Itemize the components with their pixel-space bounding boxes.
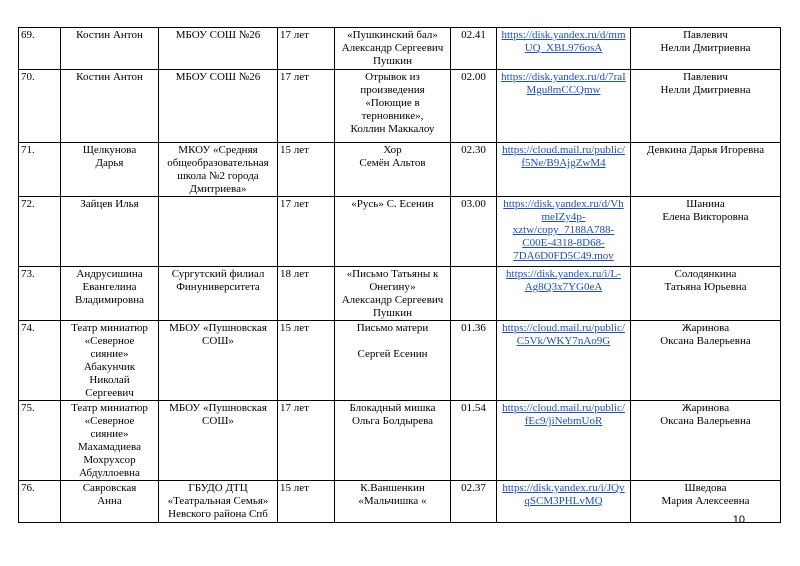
school-name-line: МБОУ СОШ №26 (175, 71, 261, 83)
participant-age: 17 лет (278, 401, 335, 481)
teacher-name (631, 401, 781, 481)
school-name-line: школа №2 города (177, 170, 259, 182)
video-link[interactable] (499, 482, 628, 508)
video-link-cell-line[interactable]: xztw/copy_7188A788- (512, 224, 615, 236)
video-link-cell-line[interactable]: Mgu8mCCQmw (526, 84, 601, 96)
table-row (19, 197, 781, 267)
participant-name-line: Анна (97, 495, 122, 507)
school-name-line: Сургутский филиал (171, 268, 265, 280)
video-link-cell[interactable] (497, 197, 631, 267)
work-title-line: Пушкин (372, 55, 413, 67)
participant-name-line: сияние» (90, 428, 129, 440)
teacher-name-line: Девкина Дарья Игоревна (646, 144, 765, 156)
video-link-cell-line[interactable]: UQ_XBL976osA (524, 42, 603, 54)
work-title-line: Александр Сергеевич (341, 42, 444, 54)
video-link-cell-line[interactable]: https://disk.yandex.ru/i/JQv (502, 482, 625, 494)
work-title (335, 267, 451, 321)
school-name-line: МБОУ СОШ №26 (175, 29, 261, 41)
video-link-cell-line[interactable]: 7DA6D0FD5C49.mov (513, 250, 614, 262)
video-link[interactable] (499, 71, 628, 97)
row-number: 69. (19, 28, 61, 70)
video-link-cell-line[interactable]: https://disk.yandex.ru/d/7raI (501, 71, 626, 83)
table-row (19, 401, 781, 481)
school-name-line: МБОУ «Пушновская (169, 322, 267, 334)
teacher-name (631, 143, 781, 197)
participant-name-line: Щелкунова (82, 144, 137, 156)
teacher-name (631, 28, 781, 70)
work-title-line: Семён Альтов (359, 157, 426, 169)
participant-name-line: Андрусишина (76, 268, 143, 280)
video-link-cell-line[interactable]: https://disk.yandex.ru/i/L- (506, 268, 621, 280)
participant-name-line: Театр миниатюр (71, 402, 148, 414)
participant-name (61, 143, 159, 197)
work-title (335, 321, 451, 401)
video-link-cell-line[interactable]: C5Vk/WKY7nAo9G (516, 335, 611, 347)
video-link[interactable] (499, 268, 628, 294)
duration: 02.30 (451, 143, 497, 197)
participant-name-line: «Северное (84, 335, 135, 347)
participant-age: 18 лет (278, 267, 335, 321)
work-title-line: Александр Сергеевич (341, 294, 444, 306)
video-link-cell-line[interactable]: C00E-4318-8D68- (522, 237, 605, 249)
participant-name (61, 481, 159, 523)
work-title-line: Коллин Маккалоу (350, 123, 435, 135)
row-number: 71. (19, 143, 61, 197)
table-row (19, 28, 781, 70)
school-name-line: МКОУ «Средняя (178, 144, 258, 156)
video-link-cell-line[interactable]: https://cloud.mail.ru/public/ (502, 144, 625, 156)
teacher-name-line: Шведова (684, 482, 727, 494)
table-row (19, 481, 781, 523)
duration: 02.37 (451, 481, 497, 523)
work-title (335, 401, 451, 481)
video-link-cell[interactable] (497, 70, 631, 143)
work-title (335, 70, 451, 143)
video-link-cell-line[interactable]: https://cloud.mail.ru/public/ (502, 322, 625, 334)
work-title-line (337, 335, 448, 348)
work-title-line: «Русь» С. Есенин (351, 198, 434, 210)
work-title-line: Сергей Есенин (357, 348, 428, 360)
teacher-name-line: Павлевич (683, 71, 728, 83)
teacher-name-line: Жаринова (681, 402, 730, 414)
video-link-cell[interactable] (497, 401, 631, 481)
school-name (159, 143, 278, 197)
teacher-name-line: Оксана Валерьевна (660, 415, 751, 427)
participant-name-line: Костин Антон (76, 29, 143, 41)
work-title-line: Ольга Болдырева (351, 415, 434, 427)
teacher-name (631, 197, 781, 267)
video-link-cell-line[interactable]: f5Ne/B9AjgZwM4 (521, 157, 606, 169)
duration: 01.54 (451, 401, 497, 481)
work-title-line: «Поющие в (365, 97, 420, 109)
row-number: 70. (19, 70, 61, 143)
participant-age: 15 лет (278, 321, 335, 401)
teacher-name-line: Жаринова (681, 322, 730, 334)
participant-name-line: Абакунчик (83, 361, 136, 373)
row-number: 73. (19, 267, 61, 321)
participant-name-line: Махамадиева (78, 441, 141, 453)
table-row (19, 267, 781, 321)
teacher-name (631, 321, 781, 401)
duration: 02.41 (451, 28, 497, 70)
video-link[interactable] (499, 29, 628, 55)
row-number: 74. (19, 321, 61, 401)
video-link-cell[interactable] (497, 481, 631, 523)
work-title (335, 28, 451, 70)
teacher-name-line: Татьяна Юрьевна (664, 281, 747, 293)
work-title-line: Блокадный мишка (349, 402, 436, 414)
work-title-line: Отрывок из (365, 71, 420, 83)
participant-name-line: Абдуллоевна (79, 467, 140, 479)
video-link[interactable] (499, 198, 628, 263)
table-row (19, 143, 781, 197)
video-link[interactable] (499, 322, 628, 348)
participant-name-line: Зайцев Илья (80, 198, 139, 210)
participant-name (61, 197, 159, 267)
video-link-cell-line[interactable]: qSCM3PHLvMQ (524, 495, 603, 507)
school-name-line: общеобразовательная (167, 157, 269, 169)
participant-name-line: Николай (89, 374, 130, 386)
work-title (335, 143, 451, 197)
row-number: 75. (19, 401, 61, 481)
participant-name (61, 70, 159, 143)
teacher-name-line: Нелли Дмитриевна (660, 84, 751, 96)
table-row (19, 70, 781, 143)
teacher-name (631, 481, 781, 523)
duration: 02.00 (451, 70, 497, 143)
teacher-name-line: Солодянкина (674, 268, 737, 280)
participant-name-line: сияние» (90, 348, 129, 360)
table-body (19, 28, 781, 523)
school-name (159, 267, 278, 321)
participant-age: 15 лет (278, 481, 335, 523)
school-name-line: СОШ» (202, 335, 234, 347)
video-link-cell-line[interactable]: Ag8Q3x7YG0eA (524, 281, 603, 293)
teacher-name-line: Мария Алексеевна (661, 495, 750, 507)
teacher-name-line: Нелли Дмитриевна (660, 42, 751, 54)
work-title-line: Пушкин (372, 307, 413, 319)
school-name-line: Невского района Спб (168, 508, 268, 520)
teacher-name (631, 267, 781, 321)
school-name (159, 401, 278, 481)
participant-name-line: Костин Антон (76, 71, 143, 83)
school-name-line: СОШ» (202, 415, 234, 427)
teacher-name-line: Елена Викторовна (662, 211, 749, 223)
work-title-line: Хор (383, 144, 402, 156)
participant-name (61, 321, 159, 401)
school-name (159, 481, 278, 523)
participant-age: 17 лет (278, 70, 335, 143)
video-link[interactable] (499, 144, 628, 170)
work-title (335, 197, 451, 267)
teacher-name-line: Павлевич (683, 29, 728, 41)
participant-name (61, 28, 159, 70)
work-title-line: Письмо матери (356, 322, 429, 334)
participant-name-line: Сергеевич (85, 387, 134, 399)
duration (451, 267, 497, 321)
school-name (159, 197, 278, 267)
video-link-cell-line[interactable]: fEc9/jiNebmUoR (524, 415, 603, 427)
work-title-line: «Письмо Татьяны к (346, 268, 439, 280)
duration: 03.00 (451, 197, 497, 267)
table-row (19, 321, 781, 401)
participant-name-line: Театр миниатюр (71, 322, 148, 334)
work-title-line: «Пушкинский бал» (347, 29, 438, 41)
school-name-line: ГБУДО ДТЦ (188, 482, 248, 494)
video-link[interactable] (499, 402, 628, 428)
work-title-line: К.Ваншенкин (360, 482, 425, 494)
video-link-cell-line[interactable]: https://disk.yandex.ru/d/mm (501, 29, 626, 41)
participants-table (18, 27, 781, 523)
duration: 01.36 (451, 321, 497, 401)
school-name-line: Дмитриева» (189, 183, 247, 195)
video-link-cell[interactable] (497, 143, 631, 197)
participant-age: 17 лет (278, 197, 335, 267)
participant-name-line: Владимировна (74, 294, 144, 306)
teacher-name-line: Шанина (686, 198, 725, 210)
video-link-cell[interactable] (497, 267, 631, 321)
page-number: 10 (732, 514, 745, 526)
participant-name (61, 267, 159, 321)
school-name-line: Финуниверситета (176, 281, 260, 293)
video-link-cell[interactable] (497, 321, 631, 401)
work-title-line: произведения (360, 84, 425, 96)
video-link-cell[interactable] (497, 28, 631, 70)
video-link-cell-line[interactable]: meIZy4p- (541, 211, 586, 223)
school-name-line: МБОУ «Пушновская (169, 402, 267, 414)
participant-name-line: Мохрухсор (83, 454, 136, 466)
participant-name-line: Дарья (95, 157, 124, 169)
participant-age: 15 лет (278, 143, 335, 197)
participant-name-line: Евангелина (82, 281, 137, 293)
school-name-line: «Театральная Семья» (167, 495, 269, 507)
school-name (159, 70, 278, 143)
participant-name-line: «Северное (84, 415, 135, 427)
video-link-cell-line[interactable]: https://cloud.mail.ru/public/ (502, 402, 625, 414)
row-number: 72. (19, 197, 61, 267)
participant-name-line: Савровская (82, 482, 137, 494)
participant-name (61, 401, 159, 481)
teacher-name (631, 70, 781, 143)
work-title-line: Онегину» (369, 281, 416, 293)
participant-age: 17 лет (278, 28, 335, 70)
school-name (159, 321, 278, 401)
work-title-line: терновнике», (361, 110, 424, 122)
school-name (159, 28, 278, 70)
teacher-name-line: Оксана Валерьевна (660, 335, 751, 347)
video-link-cell-line[interactable]: https://disk.yandex.ru/d/Vh (503, 198, 624, 210)
row-number: 76. (19, 481, 61, 523)
work-title (335, 481, 451, 523)
work-title-line: «Мальчишка « (358, 495, 427, 507)
